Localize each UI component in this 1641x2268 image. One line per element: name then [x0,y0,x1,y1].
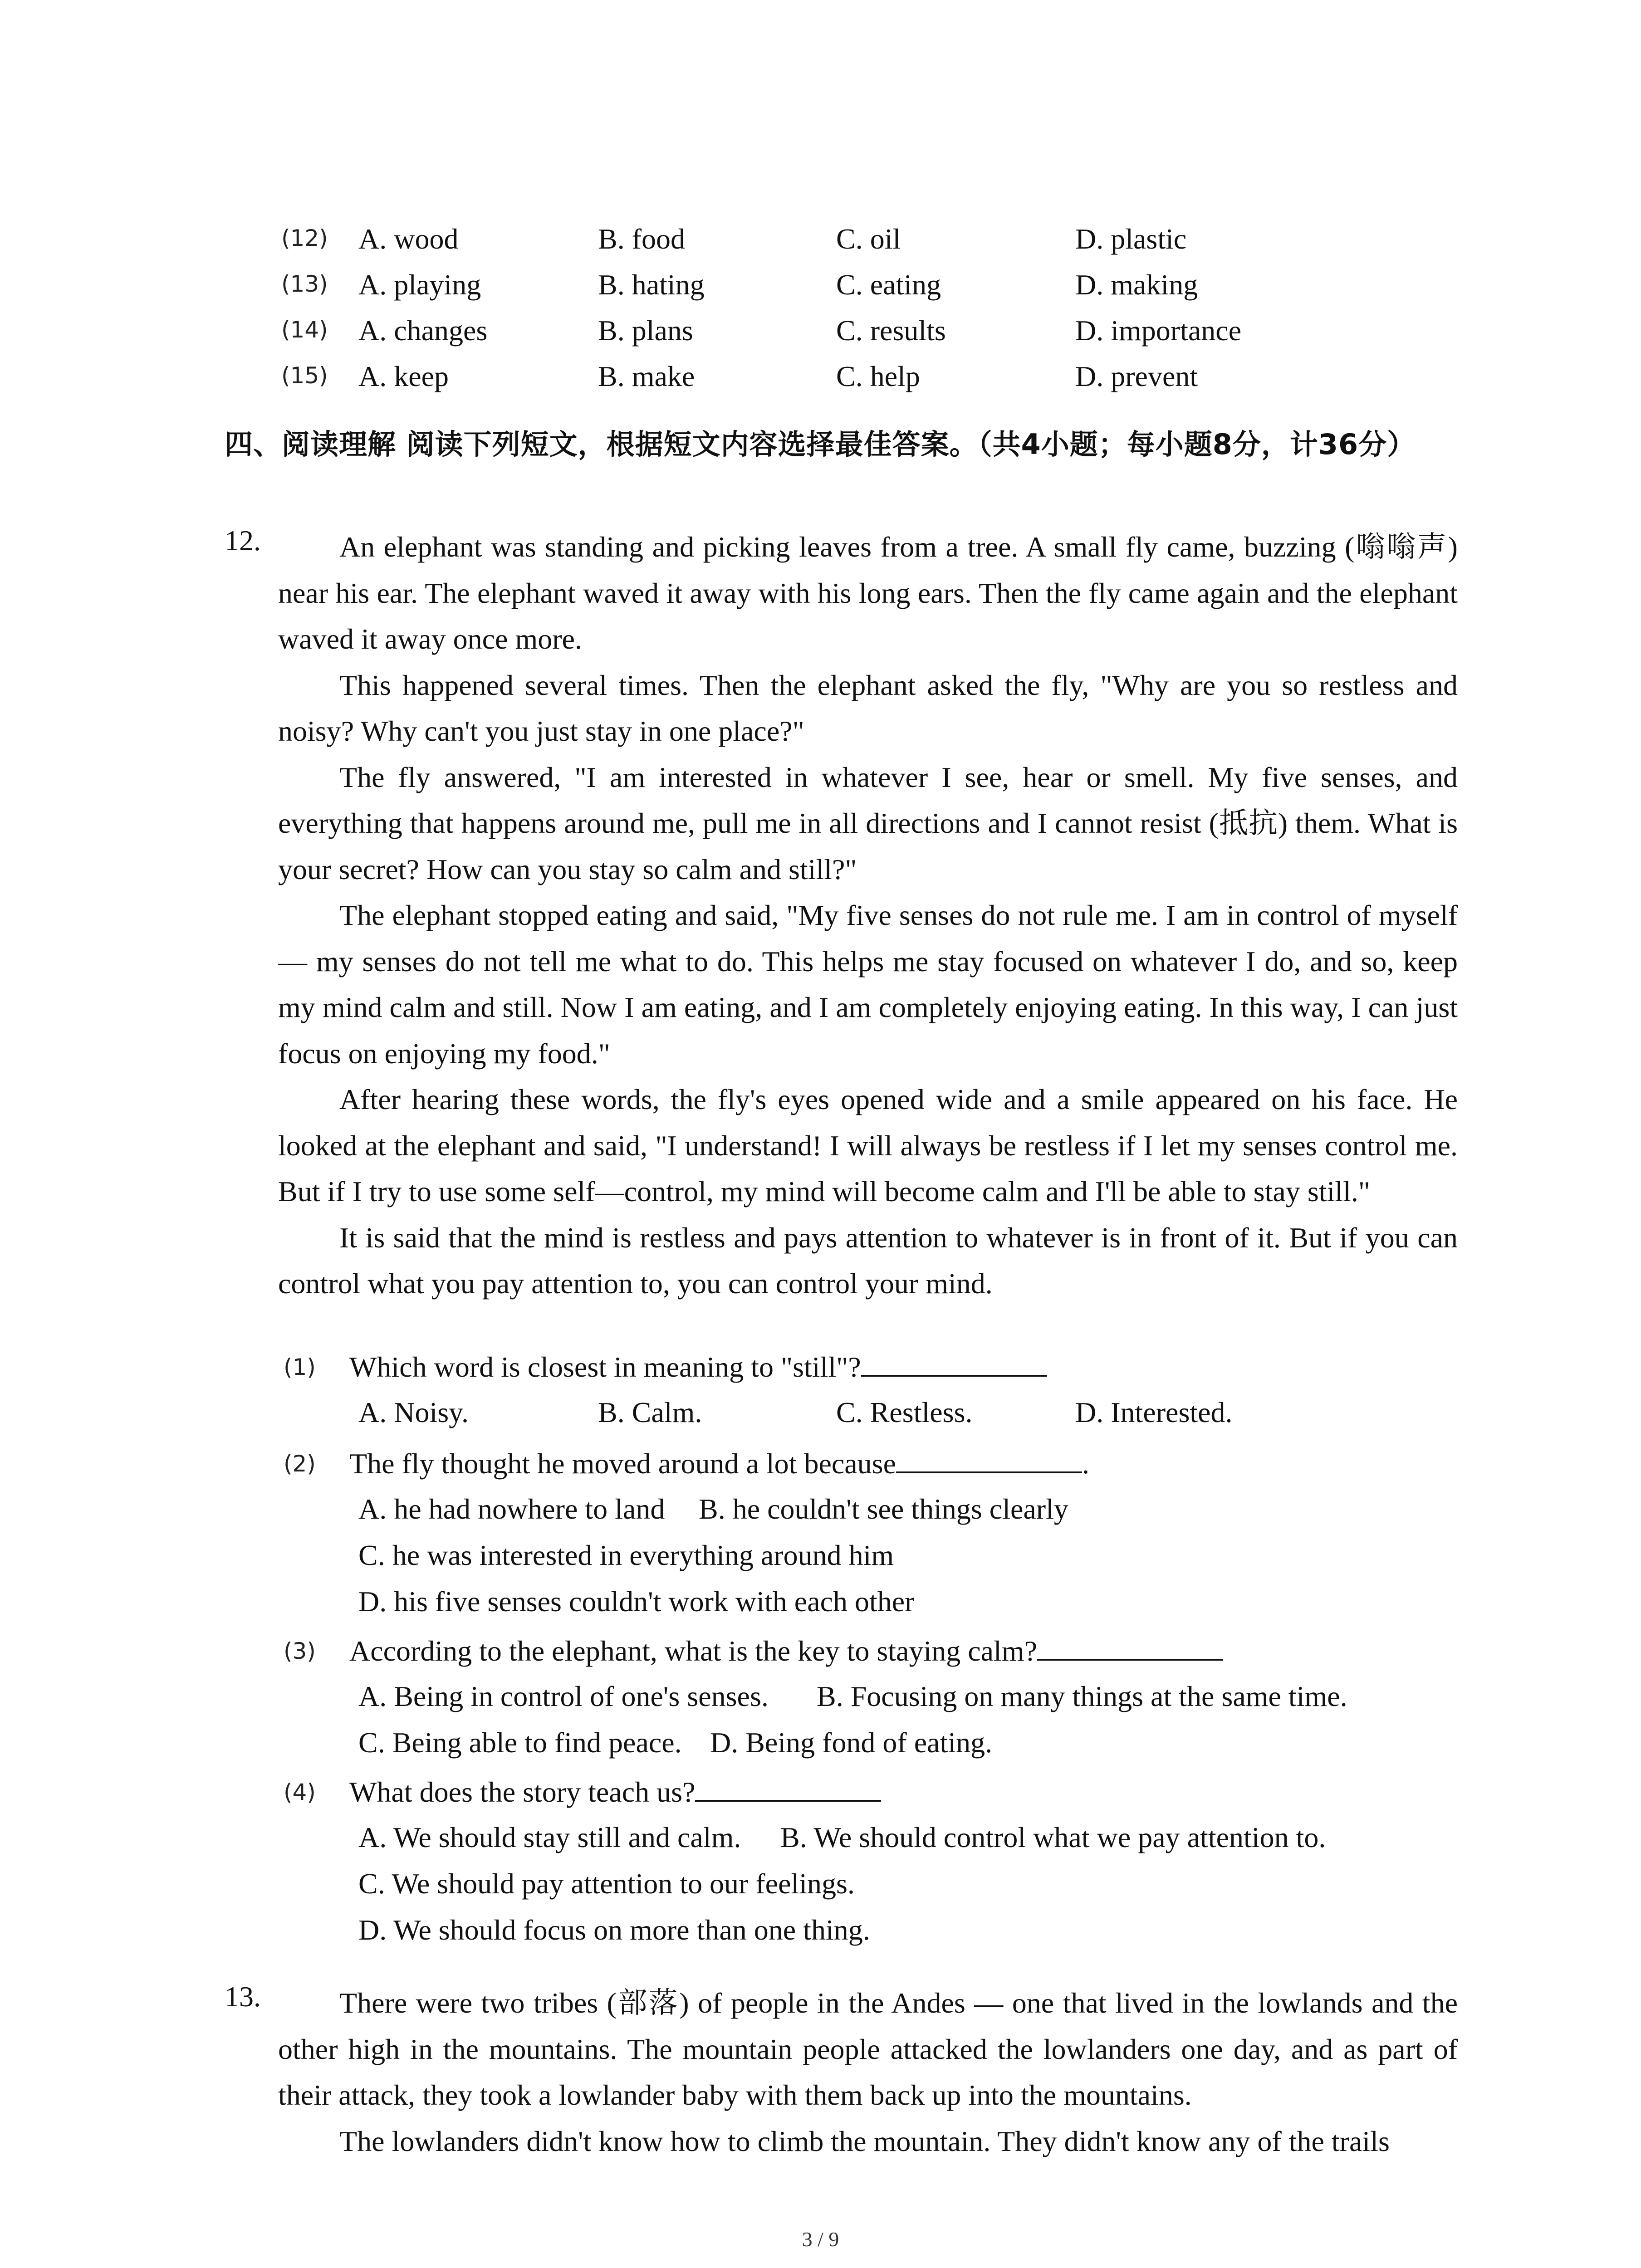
option-b: B. plans [598,314,693,347]
option-b: B. hating [598,269,705,301]
sub-question-stem: According to the elephant, what is the key to staying calm? [349,1635,1037,1667]
sub-question-number: (1) [284,1354,316,1380]
option-a: A. changes [358,314,488,347]
section-heading: 四、阅读理解 阅读下列短文，根据短文内容选择最佳答案。（共4小题；每小题8分，计36分） [225,428,1416,461]
choice-c: C. We should pay attention to our feelings. [358,1867,855,1900]
sub-question-number: (4) [284,1779,316,1805]
sub-question-stem: The fly thought he moved around a lot because [349,1447,896,1480]
choice-b: B. Calm. [598,1396,702,1428]
passage-paragraph: After hearing these words, the fly's eyes opened wide and a smile appeared on his face. He looked at the elephant and said, "I understand! I will always be restless if I let my senses control me. But if I try to use some self—control, my mind will become calm and I'll be able to stay still." [278,1083,1458,1207]
passage-paragraph: The lowlanders didn't know how to climb the mountain. They didn't know any of the trails [339,2125,1390,2157]
choice-b: B. he couldn't see things clearly [699,1493,1068,1525]
answer-blank[interactable] [896,1446,1082,1473]
passage-paragraph: It is said that the mind is restless and pays attention to whatever is in front of it. But if you can control what you pay attention to, you can control your mind. [278,1221,1458,1300]
option-d: D. making [1075,269,1198,301]
choice-a: A. Being in control of one's senses. [358,1680,769,1712]
option-c: C. help [836,360,920,392]
option-d: D. prevent [1075,360,1198,392]
option-c: C. oil [836,223,901,255]
choice-a: A. Noisy. [358,1396,469,1428]
choice-d: D. We should focus on more than one thing. [358,1914,870,1946]
sub-question-2 [349,1446,1089,1481]
choice-a: A. he had nowhere to land [358,1493,665,1525]
sub-question-number: (3) [284,1638,316,1664]
passage-paragraph: There were two tribes (部落) of people in the Andes — one that lived in the lowlands and the other high in the mountains. The mountain people attacked the lowlanders one day, and as part of their attack, they took a lowlander baby with them back up into the mountains. [278,1987,1458,2111]
option-c: C. eating [836,269,941,301]
option-a: A. wood [358,223,459,255]
choice-d: D. Being fond of eating. [710,1726,993,1759]
passage-paragraph: The fly answered, "I am interested in whatever I see, hear or smell. My five senses, and everything that happens around me, pull me in all directions and I cannot resist (抵抗) them. What is your secret? How can you stay so calm and still?" [278,761,1458,885]
option-number: (14) [281,317,328,343]
option-row-14 [0,314,1641,359]
sub-question-1 [349,1349,1047,1384]
sub-question-3 [349,1633,1223,1668]
option-number: (13) [281,271,328,297]
passage-paragraph: An elephant was standing and picking leaves from a tree. A small fly came, buzzing (嗡嗡声) near his ear. The elephant waved it away with his long ears. Then the fly came again and the elephant waved it away once more. [278,531,1458,655]
option-number: (15) [281,362,328,389]
choice-b: B. We should control what we pay attention to. [780,1821,1326,1853]
option-number: (12) [281,225,328,251]
question-number-13: 13. [225,1980,261,2013]
choice-d: D. his five senses couldn't work with each other [358,1585,915,1618]
option-d: D. plastic [1075,223,1187,255]
sub-question-stem: Which word is closest in meaning to "still"? [349,1351,861,1383]
option-b: B. food [598,223,685,255]
sub-question-number: (2) [284,1451,316,1477]
page-number: 3 / 9 [802,2228,839,2251]
option-row-15 [0,360,1641,405]
passage-paragraph: This happened several times. Then the elephant asked the fly, "Why are you so restless and noisy? Why can't you just stay in one place?" [278,669,1458,747]
passage-paragraph: The elephant stopped eating and said, "My five senses do not rule me. I am in control of myself — my senses do not tell me what to do. This helps me stay focused on whatever I do, and so, keep my mind calm and still. Now I am eating, and I am completely enjoying eating. In this way, I can just focus on enjoying my food." [278,899,1458,1070]
answer-blank[interactable] [1037,1633,1223,1661]
sub-question-stem: What does the story teach us? [349,1776,696,1808]
option-d: D. importance [1075,314,1242,347]
choice-c: C. he was interested in everything around him [358,1539,894,1571]
choice-c: C. Being able to find peace. [358,1726,682,1759]
choice-d: D. Interested. [1075,1396,1233,1428]
sub-question-4 [349,1774,881,1809]
option-a: A. playing [358,269,481,301]
option-c: C. results [836,314,946,347]
passage-12 [278,524,1458,1307]
answer-blank[interactable] [695,1774,881,1802]
stem-suffix: . [1082,1447,1089,1480]
option-row-13 [0,268,1641,313]
answer-blank[interactable] [861,1349,1047,1377]
option-a: A. keep [358,360,449,392]
choice-b: B. Focusing on many things at the same time. [817,1680,1347,1712]
choice-a: A. We should stay still and calm. [358,1821,741,1853]
question-number-12: 12. [225,524,261,557]
passage-13 [278,1980,1458,2164]
choice-c: C. Restless. [836,1396,973,1428]
option-row-12 [0,222,1641,268]
option-b: B. make [598,360,695,392]
